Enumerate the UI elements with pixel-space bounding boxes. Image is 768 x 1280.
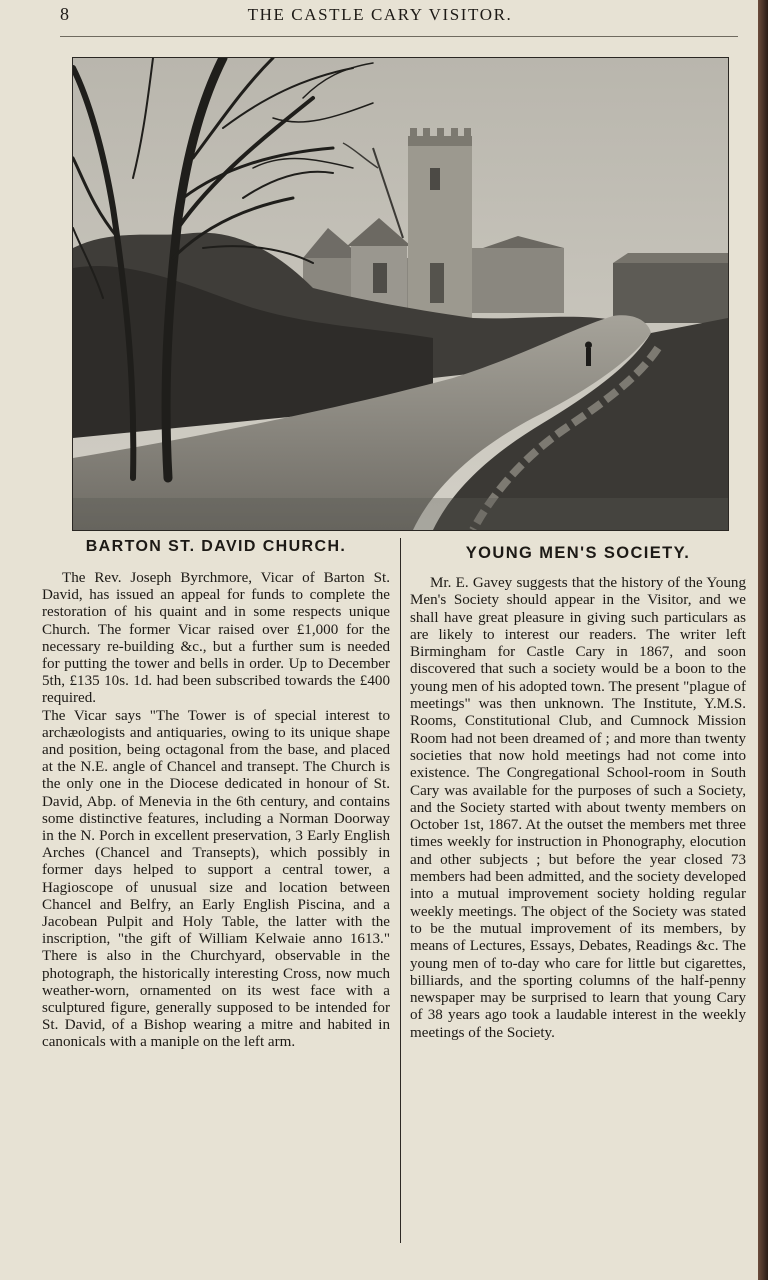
book-edge (758, 0, 768, 1280)
running-title: THE CASTLE CARY VISITOR. (247, 5, 513, 24)
article-paragraph: The Rev. Joseph Byrchmore, Vicar of Barton St. David, has issued an appeal for funds to complete the restoration of his quaint and in some respects unique Church. The former Vicar raised over £1,000 for the necessary re-building &c., but a further sum is needed for putting the tower and bells in order. Up to December 5th, £135 10s. 1d. had been subscribed towards the £400 required. (42, 570, 390, 707)
page-header (60, 4, 700, 28)
article-young-mens-society (410, 538, 746, 1042)
article-heading: YOUNG MEN'S SOCIETY. (465, 544, 691, 562)
article-body (42, 570, 390, 1052)
article-barton-st-david (42, 538, 390, 1052)
article-paragraph: Mr. E. Gavey suggests that the history of the Young Men's Society should appear in the Visitor, and we shall have great pleasure in giving such particulars as are likely to interest our readers. The writer left Birmingham for Castle Cary in 1867, and soon discovered that such a society would be a boon to the young men of his adopted town. The present "plague of meetings" was then unknown. The Institute, Y.M.S. Rooms, Constitutional Club, and Cumnock Mission Room had not been dreamed of ; and more than twenty societies that now hold meetings had not come into existence. The Congregational School-room in South Cary was available for the purposes of such a Society, and the Society started with about twenty members on October 1st, 1867. At the outset the members met three times weekly for instruction in Phonography, elocution and other subjects ; but before the year closed 73 members had been admitted, and the society developed into a mutual improvement society holding regular weekly meetings. The object of the Society was stated to be the mutual improvement of its members, by means of Lectures, Essays, Debates, Readings &c. The young men of to-day who care for little but cigarettes, billiards, and the sporting columns of the half-penny newspaper may be surprised to learn that young Cary of 38 years ago took a laudable interest in the weekly meetings of the Society. (410, 575, 746, 1041)
header-rule (60, 36, 738, 37)
article-body (410, 575, 746, 1042)
article-paragraph: The Vicar says "The Tower is of special interest to archæologists and antiquaries, owing to its unique shape and position, being octagonal from the base, and placed at the N.E. angle of Chancel and transept. The Church is the only one in the Diocese dedicated in honour of St. David, Abp. of Menevia in the 6th century, and contains some distinctive features, including a Norman Doorway in the N. Porch in excellent preservation, 3 Early English Arches (Chancel and Transepts), which possibly in former days helped to support a central tower, a Hagioscope of unusual size and location between Chancel and Belfry, an Early English Piscina, and a Jacobean Pulpit and Holy Table, the latter with the inscription, "the gift of William Kelwaie anno 1613." There is also in the Churchyard, observable in the photograph, the historically interesting Cross, now much weather-worn, ornamented on its west face with a sculptured figure, generally supposed to be intended for St. David, of a Bishop wearing a mitre and habited in canonicals with a maniple on the left arm. (42, 707, 390, 1051)
page-number: 8 (60, 4, 69, 24)
church-photograph (72, 57, 729, 531)
column-rule (400, 538, 401, 1243)
article-heading: BARTON ST. DAVID CHURCH. (85, 538, 347, 555)
